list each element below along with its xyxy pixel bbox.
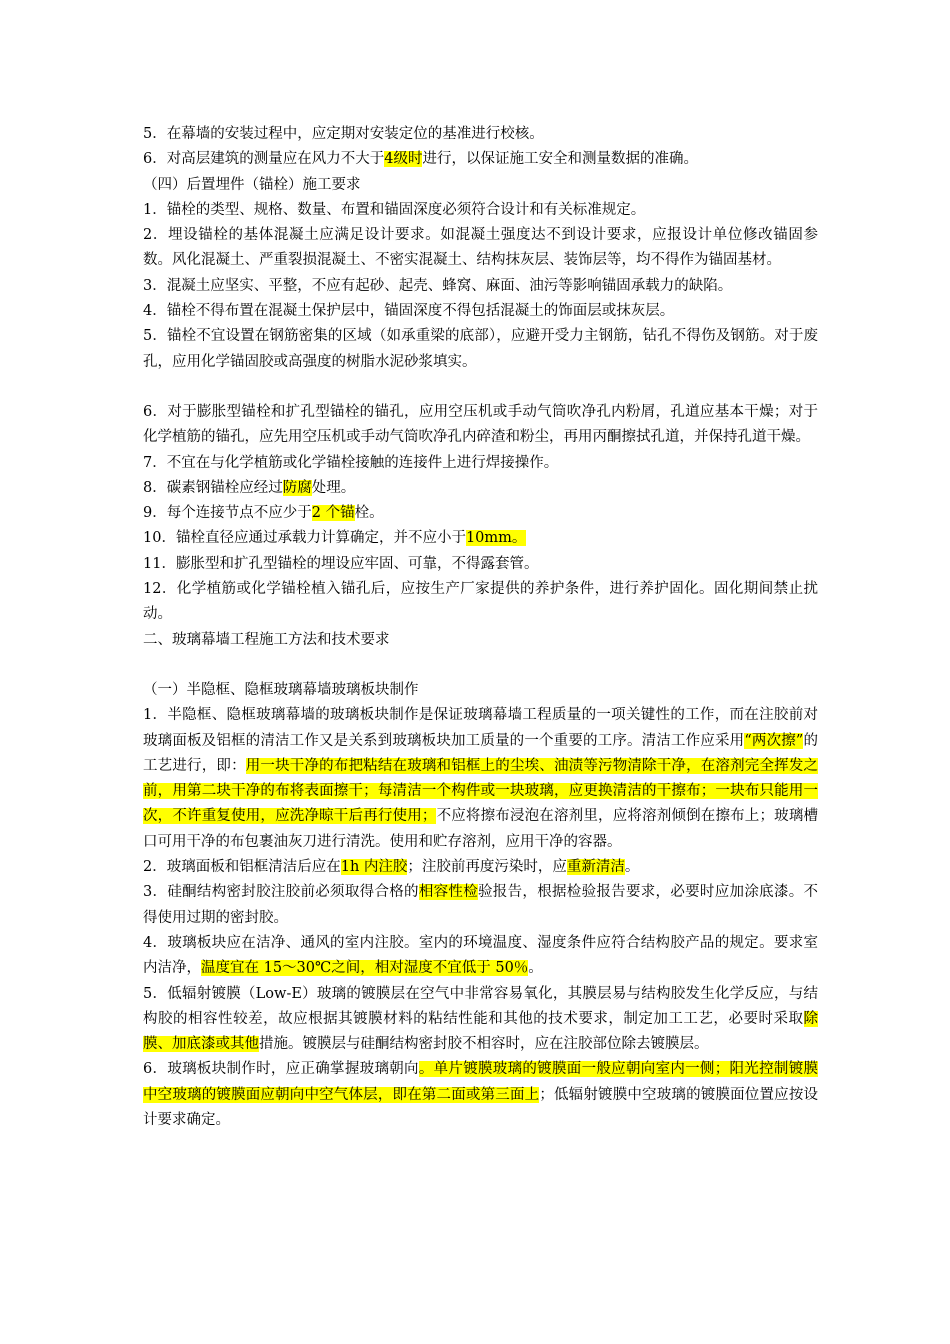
text-segment: 6．玻璃板块制作时，应正确掌握玻璃朝向 [143, 1061, 419, 1078]
text-segment: 措施。镀膜层与硅酮结构密封胶不相容时，应在注胶部位除去镀膜层。 [259, 1036, 709, 1053]
text-segment: 。 [528, 960, 543, 977]
highlighted-text: 2 个锚 [311, 505, 355, 522]
text-segment: 4．锚栓不得布置在混凝土保护层中，锚固深度不得包括混凝土的饰面层或抹灰层。 [143, 303, 675, 320]
highlighted-text: 4级时 [384, 151, 423, 168]
text-segment: 9．每个连接节点不应少于 [143, 505, 312, 522]
text-segment: 2．埋设锚栓的基体混凝土应满足设计要求。如混凝土强度达不到设计要求，应报设计单位修改锚固参数。风化混凝土、严重裂损混凝土、不密实混凝土、结构抹灰层、装饰层等，均不得作为锚固基材。 [143, 227, 818, 269]
highlighted-text: “两次擦” [744, 732, 804, 749]
text-segment: 二、玻璃幕墙工程施工方法和技术要求 [143, 631, 390, 648]
text-segment: 6．对高层建筑的测量应在风力不大于 [143, 151, 385, 168]
paragraph-p18 [143, 703, 818, 855]
paragraph-p4 [143, 198, 818, 223]
text-segment: 1．锚栓的类型、规格、数量、布置和锚固深度必须符合设计和有关标准规定。 [143, 201, 646, 218]
text-segment: 8．碳素钢锚栓应经过 [143, 479, 283, 496]
paragraph-p11 [143, 476, 818, 501]
paragraph-p21 [143, 931, 818, 982]
paragraph-p8 [143, 324, 818, 375]
highlighted-text: 温度宜在 15～30℃之间，相对湿度不宜低于 50％ [201, 960, 529, 977]
text-segment: ；注胶前再度污染时，应 [407, 859, 567, 876]
text-segment: 不应将擦布浸泡在溶剂里，应将溶剂倾倒在擦布上；玻璃槽口可用干净的布包裹油灰刀进行清洗。使用和贮存溶剂，应用干净的容器。 [143, 808, 819, 850]
paragraph-p9 [143, 400, 818, 451]
text-segment: 11．膨胀型和扩孔型锚栓的埋设应牢固、可靠，不得露套管。 [143, 555, 539, 572]
paragraph-p10 [143, 451, 818, 476]
text-segment: 栓。 [354, 505, 384, 522]
paragraph-p6 [143, 274, 818, 299]
text-segment: 6．对于膨胀型锚栓和扩孔型锚栓的锚孔，应用空压机或手动气筒吹净孔内粉屑，孔道应基本干燥；对于化学植筋的锚孔，应先用空压机或手动气筒吹净孔内碎渣和粉尘，再用丙酮擦拭孔道，并保持孔道干燥。 [143, 403, 818, 446]
text-segment: 2．玻璃面板和铝框清洁后应在 [143, 859, 341, 876]
text-segment: 验报告，根据检验报告要求，必要时应加涂底漆。不得使用过期的密封胶。 [143, 884, 818, 926]
paragraph-p13 [143, 526, 818, 551]
paragraph-p2 [143, 147, 818, 172]
paragraph-p5 [143, 223, 818, 274]
highlighted-text: 重新清洁 [566, 859, 625, 876]
paragraph-p15 [143, 577, 818, 628]
text-segment: 4．玻璃板块应在洁净、通风的室内注胶。室内的环境温度、湿度条件应符合结构胶产品的规定。要求室内洁净， [143, 934, 818, 977]
text-segment: 1．半隐框、隐框玻璃幕墙的玻璃板块制作是保证玻璃幕墙工程质量的一项关键性的工作，而在注胶前对玻璃面板及铝框的清洁工作又是关系到玻璃板块加工质量的一个重要的工序。清洁工作应采用 [143, 707, 818, 749]
highlighted-text: 。单片镀膜玻璃的镀膜面一般应朝向室内一侧；阳光控制镀膜中空玻璃的镀膜面应朝向中空气体层，即在第二面或第三面上 [143, 1061, 818, 1103]
paragraph-p23 [143, 1057, 818, 1133]
text-segment: 3．混凝土应坚实、平整，不应有起砂、起壳、蜂窝、麻面、油污等影响锚固承载力的缺陷。 [143, 277, 733, 294]
text-segment: 3．硅酮结构密封胶注胶前必须取得合格的 [143, 884, 419, 901]
blank-line [143, 653, 818, 678]
highlighted-text: 防腐 [282, 479, 312, 496]
highlighted-text: 用一块干净的布把粘结在玻璃和铝框上的尘埃、油渍等污物清除干净，在溶剂完全挥发之前，用第二块干净的布将表面擦干；每清洁一个构件或一块玻璃，应更换清洁的干擦布；一块布只能用一次，不许重复使用，应洗净晾干后再行使用； [143, 757, 819, 825]
document-page [143, 122, 818, 1133]
paragraph-p22 [143, 982, 818, 1058]
highlighted-text: 10mm。 [465, 530, 527, 547]
text-segment: 10．锚栓直径应通过承载力计算确定，并不应小于 [143, 530, 466, 547]
text-segment: 进行，以保证施工安全和测量数据的准确。 [422, 151, 698, 168]
text-segment: 5．锚栓不宜设置在钢筋密集的区域（如承重梁的底部），应避开受力主钢筋，钻孔不得伤及钢筋。对于废孔，应用化学锚固胶或高强度的树脂水泥砂浆填实。 [143, 328, 818, 370]
text-segment: ；低辐射镀膜中空玻璃的镀膜面位置应按设计要求确定。 [143, 1086, 819, 1128]
paragraph-p14 [143, 552, 818, 577]
text-segment: 处理。 [311, 479, 356, 496]
text-segment: 12．化学植筋或化学锚栓植入锚孔后，应按生产厂家提供的养护条件，进行养护固化。固化期间禁止扰动。 [143, 581, 818, 623]
highlighted-text: 除膜、加底漆或其他 [143, 1010, 818, 1053]
text-segment: 。 [624, 859, 640, 876]
text-segment: （四）后置埋件（锚栓）施工要求 [143, 176, 361, 193]
text-segment: 的工艺进行，即： [143, 732, 819, 774]
text-segment: （一）半隐框、隐框玻璃幕墙玻璃板块制作 [143, 681, 419, 698]
text-segment: 5．低辐射镀膜（Low-E）玻璃的镀膜层在空气中非常容易氧化，其膜层易与结构胶发生化学反应，与结构胶的相容性较差，故应根据其镀膜材料的粘结性能和其他的技术要求，制定加工工艺，必要时采取 [143, 985, 818, 1027]
paragraph-p12 [143, 501, 818, 526]
highlighted-text: 1h 内注胶 [340, 859, 408, 876]
blank-line [143, 375, 818, 400]
paragraph-p1 [143, 122, 818, 147]
paragraph-p19 [143, 855, 818, 880]
paragraph-p3 [143, 173, 818, 198]
paragraph-p7 [143, 299, 818, 324]
text-segment: 7．不宜在与化学植筋或化学锚栓接触的连接件上进行焊接操作。 [143, 454, 559, 471]
text-segment: 5．在幕墙的安装过程中，应定期对安装定位的基准进行校核。 [143, 126, 544, 142]
paragraph-p20 [143, 880, 818, 931]
paragraph-p17 [143, 678, 818, 703]
highlighted-text: 相容性检 [418, 884, 479, 901]
paragraph-p16 [143, 628, 818, 653]
